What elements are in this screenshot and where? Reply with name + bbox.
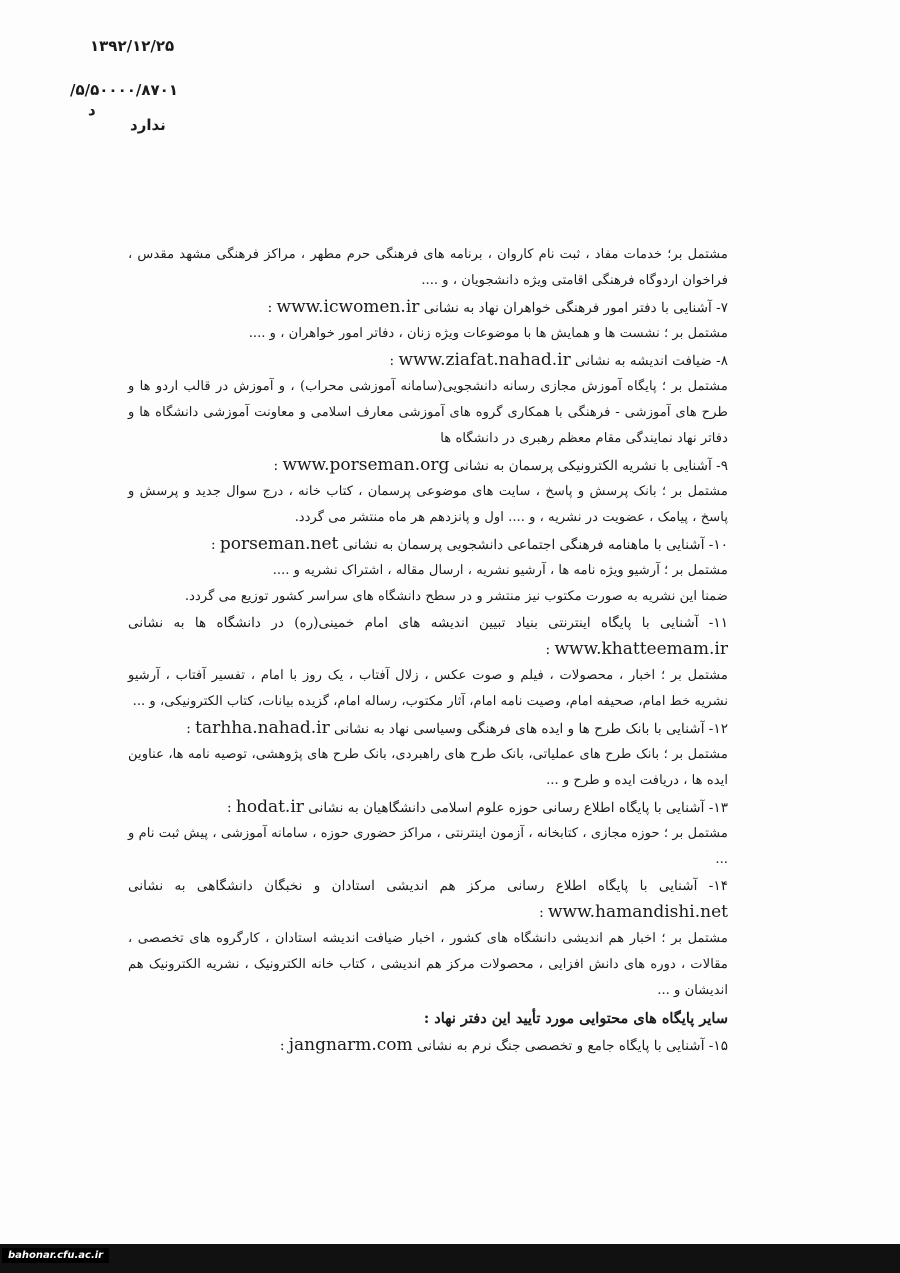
letter-date: ۱۳۹۲/۱۲/۲۵	[90, 37, 175, 55]
paragraph: مشتمل بر ؛ اخبار هم اندیشی دانشگاه های کشور ، اخبار ضیافت اندیشه استادان ، کارگروه های تخصصی ، مقالات ، دوره های دانش افزایی ، محصولات مرکز هم اندیشی ، کتاب خانه الکترونیک ، نشریه الکترونیک هم اندیشان و ...	[128, 931, 728, 998]
list-item-12	[128, 715, 728, 742]
item-url[interactable]: www.icwomen.ir	[276, 297, 420, 317]
list-item-11	[128, 610, 728, 663]
letter-body	[128, 242, 728, 1059]
paragraph: مشتمل بر ؛ اخبار ، محصولات ، فیلم و صوت عکس ، زلال آفتاب ، یک روز با امام ، تفسیر آفتاب ، آرشیو نشریه خط امام، صحیفه امام، وصیت نامه امام، آثار مکتوب، رساله امام، گزیده بیانات، کتاب الکترونیکی، و ...	[128, 668, 728, 709]
paragraph: مشتمل بر ؛ حوزه مجازی ، کتابخانه ، آزمون اینترنتی ، مراکز حضوری حوزه ، سامانه آموزشی ، پیش ثبت نام و ...	[128, 826, 728, 867]
site-watermark: bahonar.cfu.ac.ir	[2, 1248, 109, 1263]
item-text: ۱۰- آشنایی با ماهنامه فرهنگی اجتماعی دانشجویی پرسمان به نشانی	[342, 537, 728, 553]
list-item-15	[128, 1032, 728, 1059]
item-text: ۹- آشنایی با نشریه الکترونیکی پرسمان به نشانی	[453, 458, 728, 474]
item-text: ۱۵- آشنایی با پایگاه جامع و تخصصی جنگ نرم به نشانی	[416, 1038, 728, 1054]
paragraph: مشتمل بر ؛ آرشیو ویژه نامه ها ، آرشیو نشریه ، ارسال مقاله ، اشتراک نشریه و ....	[272, 563, 728, 578]
letter-attachment: ندارد	[130, 116, 166, 134]
paragraph: مشتمل بر ؛ بانک پرسش و پاسخ ، سایت های موضوعی پرسمان ، کتاب خانه ، درج سوال جدید و پرسش و پاسخ ، پیامک ، عضویت در نشریه ، و .... اول و پانزدهم هر ماه منتشر می گردد.	[128, 484, 728, 525]
item-colon: :	[267, 300, 273, 316]
item-colon: :	[226, 800, 232, 816]
item-url[interactable]: tarhha.nahad.ir	[195, 718, 330, 738]
item-text: ۷- آشنایی با دفتر امور فرهنگی خواهران نهاد به نشانی	[423, 300, 728, 316]
section-subheading: سایر پایگاه های محتوایی مورد تأیید این دفتر نهاد :	[423, 1010, 728, 1027]
paragraph: ضمنا این نشریه به صورت مکتوب نیز منتشر و در سطح دانشگاه های سراسر کشور توزیع می گردد.	[184, 589, 728, 604]
item-colon: :	[545, 642, 551, 658]
item-text: ۱۲- آشنایی با بانک طرح ها و ایده های فرهنگی وسیاسی نهاد به نشانی	[334, 721, 728, 737]
paragraph: مشتمل بر ؛ نشست ها و همایش ها با موضوعات ویژه زنان ، دفاتر امور خواهران ، و ....	[248, 326, 728, 341]
item-colon: :	[273, 458, 279, 474]
list-item-8	[128, 347, 728, 374]
list-item-13	[128, 794, 728, 821]
item-text: ۱۱- آشنایی با پایگاه اینترنتی بنیاد تبیین اندیشه های امام خمینی(ره) در دانشگاه ها به نشانی	[128, 615, 728, 631]
paragraph: مشتمل بر ؛ پایگاه آموزش مجازی رسانه دانشجویی(سامانه آموزشی محراب) ، و آموزش در قالب اردو ها و طرح های آموزشی - فرهنگی با همکاری گروه های آموزشی معارف اسلامی و معاونت آموزشی دانشگاه ها و دفاتر نهاد نمایندگی مقام معظم رهبری در دانشگاه ها	[128, 379, 728, 446]
list-item-10	[128, 531, 728, 558]
item-colon: :	[186, 721, 191, 737]
item-url[interactable]: www.porseman.org	[282, 455, 450, 475]
paragraph: مشتمل بر؛ خدمات مفاد ، ثبت نام کاروان ، برنامه های فرهنگی حرم مطهر ، مراکز فرهنگی مشهد مقدس ، فراخوان اردوگاه فرهنگی اقامتی ویژه دانشجویان ، و ....	[128, 247, 728, 288]
item-url[interactable]: www.khatteemam.ir	[554, 639, 728, 659]
item-url[interactable]: www.ziafat.nahad.ir	[398, 350, 571, 370]
scan-bottom-edge	[0, 1244, 900, 1273]
item-colon: :	[539, 905, 544, 921]
list-item-7	[128, 294, 728, 321]
list-item-9	[128, 452, 728, 479]
item-text: ۱۴- آشنایی با پایگاه اطلاع رسانی مرکز هم اندیشی استادان و نخبگان دانشگاهی به نشانی	[128, 878, 728, 894]
list-item-14	[128, 873, 728, 926]
item-colon: :	[210, 537, 216, 553]
item-colon: :	[389, 353, 395, 369]
item-colon: :	[279, 1038, 285, 1054]
item-url[interactable]: www.hamandishi.net	[547, 902, 728, 922]
item-text: ۱۳- آشنایی با پایگاه اطلاع رسانی حوزه علوم اسلامی دانشگاهیان به نشانی	[308, 800, 728, 816]
item-url[interactable]: hodat.ir	[235, 797, 304, 817]
letter-number: ۵/۵۰۰۰۰/۸۷۰۱/د	[70, 81, 178, 119]
item-url[interactable]: porseman.net	[219, 534, 339, 554]
paragraph: مشتمل بر ؛ بانک طرح های عملیاتی، بانک طرح های راهبردی، بانک طرح های پژوهشی، توصیه نامه ها، عناوین ایده ها ، دریافت ایده و طرح و ...	[128, 747, 728, 788]
item-url[interactable]: jangnarm.com	[288, 1035, 413, 1055]
item-text: ۸- ضیافت اندیشه به نشانی	[575, 353, 728, 369]
